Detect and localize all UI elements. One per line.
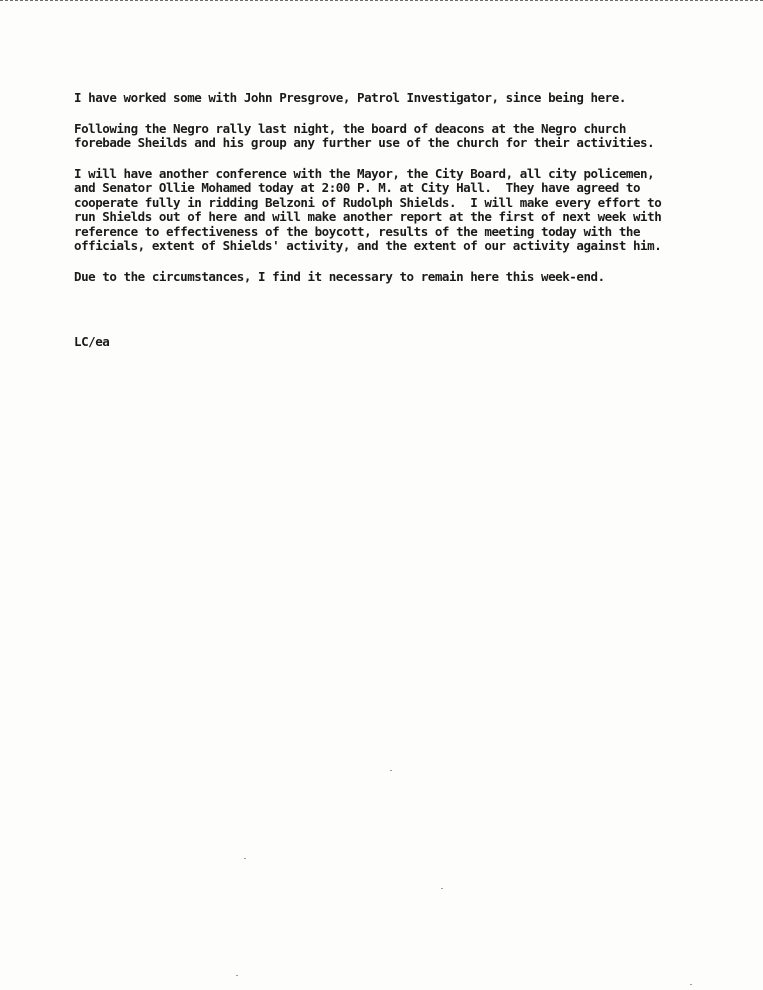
text-line: Following the Negro rally last night, the board of deacons at the Negro church — [74, 120, 626, 136]
text-line: reference to effectiveness of the boycott, results of the meeting today with the — [74, 223, 641, 239]
paragraph-4 — [74, 270, 714, 285]
scan-speck — [390, 770, 392, 771]
page-top-edge — [0, 0, 763, 6]
text-line: cooperate fully in ridding Belzoni of Rudolph Shields. I will make every effort to — [74, 194, 662, 210]
text-line: I will have another conference with the Mayor, the City Board, all city policemen, — [74, 165, 655, 181]
scan-speck — [236, 975, 238, 976]
paragraph-2 — [74, 122, 714, 151]
typist-initials: LC/ea — [74, 334, 110, 349]
text-line: officials, extent of Shields' activity, and the extent of our activity against him. — [74, 238, 662, 253]
text-line: forebade Sheilds and his group any further use of the church for their activities. — [74, 135, 655, 150]
text-line: I have worked some with John Presgrove, Patrol Investigator, since being here. — [74, 90, 626, 105]
scan-speck — [244, 858, 246, 859]
text-line: Due to the circumstances, I find it necessary to remain here this week-end. — [74, 268, 605, 284]
scan-speck — [690, 984, 692, 985]
paragraph-3 — [74, 167, 714, 254]
text-line: and Senator Ollie Mohamed today at 2:00 P. M. at City Hall. They have agreed to — [74, 180, 641, 195]
paragraph-1 — [74, 91, 714, 106]
memo-body — [74, 91, 714, 300]
scan-speck — [441, 888, 443, 889]
text-line: run Shields out of here and will make another report at the first of next week with — [74, 209, 662, 224]
